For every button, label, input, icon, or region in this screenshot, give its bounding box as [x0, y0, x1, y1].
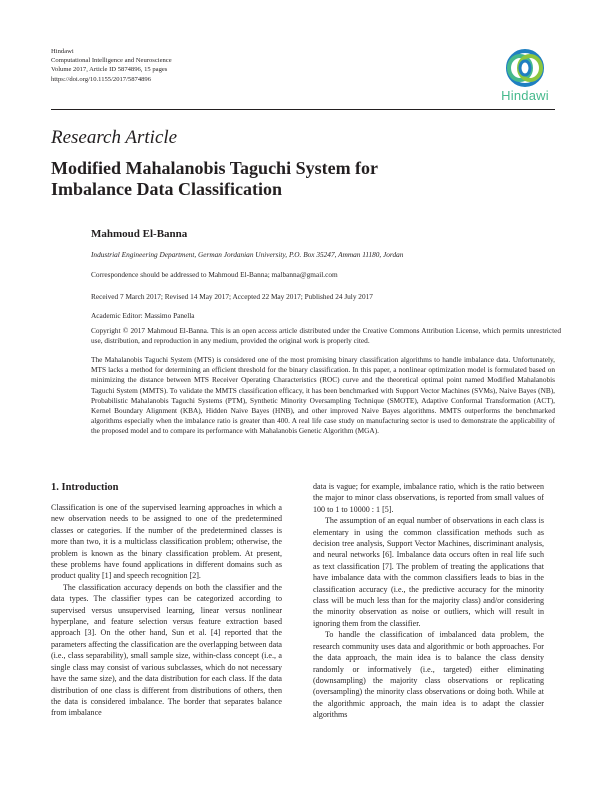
article-title	[51, 158, 491, 200]
right-column	[313, 481, 544, 721]
correspondence: Correspondence should be addressed to Mahmoud El-Banna; malbanna@gmail.com	[91, 270, 338, 279]
hindawi-logo-icon	[495, 48, 555, 88]
abstract: The Mahalanobis Taguchi System (MTS) is considered one of the most promising binary classification algorithms to handle imbalance data. Unfortunately, MTS lacks a method for determining an efficient threshold for the binary classification. In this paper, a nonlinear optimization model is formulated based on minimizing the distance between MTS Receiver Operating Characteristics (ROC) curve and the theoretical optimal point named Modified Mahalanobis Taguchi System (MMTS). To validate the MMTS classification efficacy, it has been benchmarked with Support Vector Machines (SVMs), Naive Bayes (NB), Probabilistic Mahalanobis Taguchi Systems (PTM), Synthetic Minority Oversampling Technique (SMOTE), Adaptive Conformal Transformation (ACT), Kernel Boundary Alignment (KBA), Hidden Naive Bayes (HNB), and other improved Naive Bayes algorithms. MMTS outperforms the benchmarked algorithms especially when the imbalance ratio is greater than 400. A real life case study on manufacturing sector is used to demonstrate the applicability of the proposed model and to compare its performance with Mahalanobis Genetic Algorithm (MGA).	[91, 355, 555, 436]
journal-header	[51, 47, 172, 84]
affiliation: Industrial Engineering Department, German Jordanian University, P.O. Box 35247, Amman 11180, Jordan	[91, 250, 404, 259]
logo-wordmark: Hindawi	[501, 88, 549, 103]
title-line-1: Modified Mahalanobis Taguchi System for	[51, 158, 379, 178]
paragraph: Classification is one of the supervised learning approaches in which a new observation needs to be assigned to one of the predetermined classes or categories. If the number of the predetermined classes is more than two, it is a multiclass classification problem; otherwise, the problem is known as the binary classification problem. At present, these problems have found applications in different domains such as product quality [1] and speech recognition [2].	[51, 503, 282, 581]
journal-name: Computational Intelligence and Neuroscience	[51, 57, 172, 65]
paragraph: data is vague; for example, imbalance ratio, which is the ratio between the major to minor class observations, is reported from small values of 100 to 1 to 10000 : 1 [5].	[313, 482, 544, 514]
paragraph: The classification accuracy depends on both the classifier and the data types. The classifier types can be categorized according to supervised versus unsupervised learning, linear versus nonlinear hyperplane, and feature selection versus feature extraction based approach [3]. On the other hand, Sun et al. [4] reported that the parameters affecting the classification are the overlapping between data (i.e., class separability), small sample size, within-class concept (i.e., a single class may consist of various subclasses, which do not necessary have the same size), and the data distribution for each class. If the data distribution of one class is different from distributions of others, then the data is considered imbalance. The border that separates balance from imbalance	[51, 582, 282, 718]
doi-link[interactable]: https://doi.org/10.1155/2017/5874896	[51, 75, 152, 83]
paragraph: To handle the classification of imbalanced data problem, the research community uses data and algorithmic or both approaches. For the data approach, the main idea is to balance the class density randomly or informatively (i.e., targeted) either eliminating (downsampling) the majority class observations or replicating (oversampling) the minority class observations or doing both. While at the algorithmic approach, the main idea is to adapt the classier algorithms	[313, 630, 544, 720]
paragraph: The assumption of an equal number of observations in each class is elementary in using the common classification methods such as decision tree analysis, Support Vector Machines, discriminant analysis, and neural networks [6]. Imbalance data occurs often in real life such as text classification [7]. The problem of treating the applications that have imbalance data with the common classifiers leads to bias in the classification accuracy (i.e., the predictive accuracy for the minority class will be much less than for the majority class) and/or considering the minority observation as noise or outliers, which will result in ignoring them from the classifier.	[313, 516, 544, 628]
left-column	[51, 481, 282, 719]
hindawi-logo	[495, 48, 555, 104]
academic-editor: Academic Editor: Massimo Panella	[91, 311, 195, 320]
title-line-2: Imbalance Data Classification	[51, 179, 282, 199]
publication-dates: Received 7 March 2017; Revised 14 May 2017; Accepted 22 May 2017; Published 24 July 2017	[91, 292, 373, 301]
header-divider	[51, 109, 555, 110]
author-name: Mahmoud El-Banna	[91, 228, 188, 240]
volume-line: Volume 2017, Article ID 5874896, 15 pages	[51, 66, 168, 74]
article-type: Research Article	[51, 127, 178, 148]
section-heading: 1. Introduction	[51, 482, 119, 493]
publisher-name: Hindawi	[51, 48, 74, 55]
copyright-notice: Copyright © 2017 Mahmoud El-Banna. This is an open access article distributed under the Creative Commons Attribution License, which permits unrestricted use, distribution, and reproduction in any medium, provided the original work is properly cited.	[91, 326, 561, 346]
